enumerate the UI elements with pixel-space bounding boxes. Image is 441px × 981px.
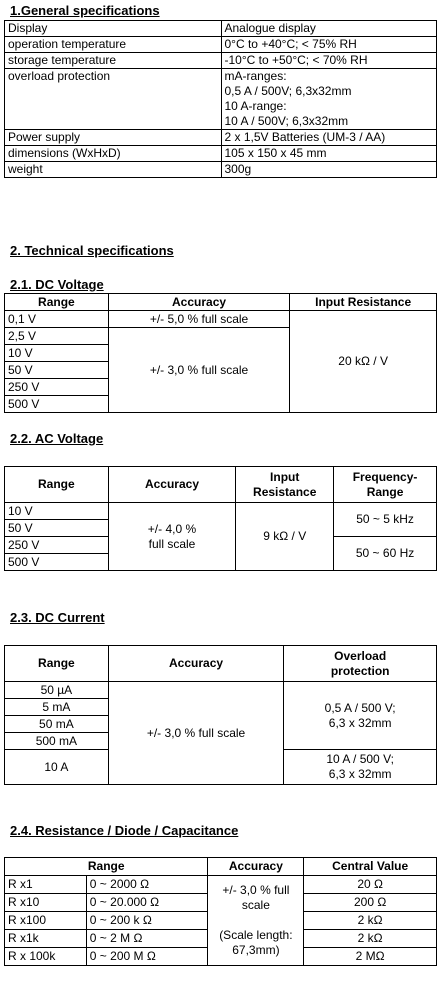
range-cell: 50 V [5, 520, 109, 537]
table-row [5, 682, 437, 699]
range-cell: 50 µA [5, 682, 109, 699]
column-header: Overload protection [284, 646, 437, 682]
spec-label: storage temperature [5, 53, 222, 69]
column-header: Accuracy [108, 294, 290, 311]
column-header: Accuracy [108, 467, 236, 503]
column-header: Input Resistance [236, 467, 334, 503]
range-cell: 50 V [5, 362, 109, 379]
range-value-cell: 0 ~ 2000 Ω [86, 876, 208, 894]
table-header-row [5, 467, 437, 503]
spec-label: weight [5, 162, 222, 178]
range-value-cell: 0 ~ 200 k Ω [86, 912, 208, 930]
table-header-row [5, 294, 437, 311]
input-resistance-cell: 20 kΩ / V [290, 311, 437, 413]
spec-label: dimensions (WxHxD) [5, 146, 222, 162]
column-header: Range [5, 294, 109, 311]
overload-protection-cell: 0,5 A / 500 V; 6,3 x 32mm [284, 682, 437, 750]
range-cell: R x100 [5, 912, 87, 930]
table-row [5, 53, 437, 69]
overload-protection-cell: 10 A / 500 V; 6,3 x 32mm [284, 750, 437, 785]
range-cell: R x1 [5, 876, 87, 894]
spec-value: -10°C to +50°C; < 70% RH [221, 53, 437, 69]
section-2-1-heading: 2.1. DC Voltage [10, 277, 104, 292]
central-value-cell: 2 kΩ [304, 930, 437, 948]
accuracy-cell: +/- 3,0 % full scale [108, 328, 290, 413]
range-cell: 10 V [5, 503, 109, 520]
table-row [5, 162, 437, 178]
spec-label: Power supply [5, 130, 222, 146]
range-value-cell: 0 ~ 200 M Ω [86, 948, 208, 966]
table-row [5, 146, 437, 162]
column-header: Range [5, 467, 109, 503]
range-cell: R x10 [5, 894, 87, 912]
section-2-3-heading: 2.3. DC Current [10, 610, 105, 625]
spec-label: overload protection [5, 69, 222, 130]
accuracy-cell: +/- 4,0 % full scale [108, 503, 236, 571]
table-header-row [5, 646, 437, 682]
accuracy-cell: +/- 3,0 % full scale [108, 682, 284, 785]
range-cell: 500 V [5, 554, 109, 571]
central-value-cell: 2 kΩ [304, 912, 437, 930]
range-cell: 500 mA [5, 733, 109, 750]
accuracy-cell: +/- 3,0 % full scale (Scale length: 67,3mm) [208, 876, 304, 966]
dc-current-table [4, 645, 437, 785]
range-value-cell: 0 ~ 2 M Ω [86, 930, 208, 948]
ac-voltage-table [4, 466, 437, 571]
table-header-row [5, 858, 437, 876]
range-cell: 10 A [5, 750, 109, 785]
table-row [5, 21, 437, 37]
range-cell: 0,1 V [5, 311, 109, 328]
table-row [5, 876, 437, 894]
section-2-heading: 2. Technical specifications [10, 243, 174, 258]
table-row [5, 130, 437, 146]
range-cell: 5 mA [5, 699, 109, 716]
column-header: Accuracy [208, 858, 304, 876]
central-value-cell: 20 Ω [304, 876, 437, 894]
section-2-2-heading: 2.2. AC Voltage [10, 431, 104, 446]
range-cell: R x 100k [5, 948, 87, 966]
range-cell: 250 V [5, 537, 109, 554]
dc-voltage-table [4, 293, 437, 413]
spec-value: Analogue display [221, 21, 437, 37]
general-spec-table [4, 20, 437, 178]
spec-label: Display [5, 21, 222, 37]
table-row [5, 311, 437, 328]
range-cell: 50 mA [5, 716, 109, 733]
section-1-heading: 1.General specifications [10, 3, 160, 18]
frequency-range-cell: 50 ~ 5 kHz [334, 503, 437, 537]
table-row [5, 503, 437, 520]
range-cell: 500 V [5, 396, 109, 413]
column-header: Input Resistance [290, 294, 437, 311]
central-value-cell: 2 MΩ [304, 948, 437, 966]
input-resistance-cell: 9 kΩ / V [236, 503, 334, 571]
table-row [5, 37, 437, 53]
spec-value: 105 x 150 x 45 mm [221, 146, 437, 162]
accuracy-cell: +/- 5,0 % full scale [108, 311, 290, 328]
spec-label: operation temperature [5, 37, 222, 53]
spec-value: 2 x 1,5V Batteries (UM-3 / AA) [221, 130, 437, 146]
range-cell: 250 V [5, 379, 109, 396]
section-2-4-heading: 2.4. Resistance / Diode / Capacitance [10, 823, 239, 838]
spec-value: mA-ranges: 0,5 A / 500V; 6,3x32mm 10 A-range: 10 A / 500V; 6,3x32mm [221, 69, 437, 130]
range-value-cell: 0 ~ 20.000 Ω [86, 894, 208, 912]
central-value-cell: 200 Ω [304, 894, 437, 912]
spec-value: 0°C to +40°C; < 75% RH [221, 37, 437, 53]
column-header: Central Value [304, 858, 437, 876]
column-header: Frequency- Range [334, 467, 437, 503]
column-header: Range [5, 646, 109, 682]
range-cell: 2,5 V [5, 328, 109, 345]
range-cell: R x1k [5, 930, 87, 948]
frequency-range-cell: 50 ~ 60 Hz [334, 537, 437, 571]
resistance-table [4, 857, 437, 966]
column-header: Range [5, 858, 208, 876]
spec-value: 300g [221, 162, 437, 178]
column-header: Accuracy [108, 646, 284, 682]
range-cell: 10 V [5, 345, 109, 362]
table-row [5, 69, 437, 130]
